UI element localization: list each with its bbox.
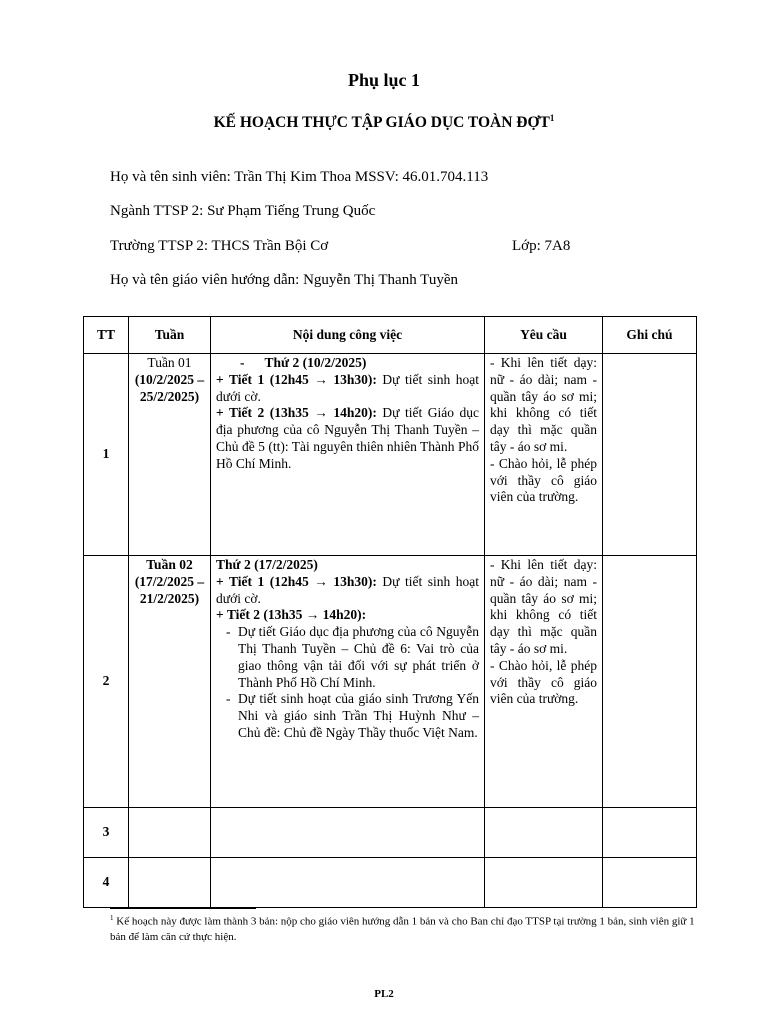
requirements-cell: [485, 808, 603, 858]
footnote-divider: [110, 908, 256, 909]
header-week: Tuần: [129, 317, 211, 354]
footnote-marker: 1: [110, 914, 114, 922]
week-range: (10/2/2025 – 25/2/2025): [134, 371, 205, 404]
content-cell: [211, 808, 485, 858]
teacher-info: Họ và tên giáo viên hướng dẫn: Nguyễn Thị Thanh Tuyền: [110, 272, 458, 288]
week-cell: [129, 858, 211, 908]
content-cell: [211, 556, 485, 808]
period-2-text: Dự tiết Giáo dục địa phương của cô Nguyễn Thị Thanh Tuyền – Chủ đề 5 (tt): Tài nguyên thiên nhiên Thành Phố Hồ Chí Minh.: [216, 405, 479, 471]
day-label: Thứ 2 (17/2/2025): [216, 557, 318, 572]
period-2-list: [216, 624, 479, 742]
week-name: Tuần 01: [147, 355, 192, 370]
table-row: [84, 556, 697, 808]
requirements-cell: [485, 354, 603, 556]
requirements-cell: [485, 556, 603, 808]
schedule-table: [83, 316, 697, 908]
period-1: [216, 372, 479, 406]
content-cell: [211, 354, 485, 556]
notes-cell: [603, 556, 697, 808]
notes-cell: [603, 808, 697, 858]
header-tt: TT: [84, 317, 129, 354]
week-name: Tuần 02: [146, 557, 193, 572]
week-cell: [129, 808, 211, 858]
list-item: - Dự tiết sinh hoạt của giáo sinh Trương Yến Nhi và giáo sinh Trần Thị Huỳnh Như – Chủ đề: Chủ đề Ngày Thầy thuốc Việt Nam.: [238, 691, 479, 741]
header-requirements: Yêu cầu: [485, 317, 603, 354]
period-2-label: + Tiết 2 (13h35 → 14h20):: [216, 607, 367, 623]
week-cell: [129, 556, 211, 808]
row-number: 4: [84, 858, 129, 908]
footnote: [110, 911, 700, 945]
row-number: 2: [84, 556, 129, 808]
requirements-cell: [485, 858, 603, 908]
period-2: [216, 405, 479, 472]
plan-title: [0, 113, 768, 132]
header-content: Nội dung công việc: [211, 317, 485, 354]
requirement-greeting: - Chào hỏi, lễ phép với thầy cô giáo viên của trường.: [490, 657, 597, 707]
row-number: 3: [84, 808, 129, 858]
row-number: 1: [84, 354, 129, 556]
header-notes: Ghi chú: [603, 317, 697, 354]
footnote-text: Kế hoạch này được làm thành 3 bản: nộp cho giáo viên hướng dẫn 1 bản và cho Ban chỉ đạo TTSP tại trường 1 bản, sinh viên giữ 1 bản để làm căn cứ thực hiện.: [110, 915, 695, 943]
period-1: [216, 574, 479, 608]
day-label: - Thứ 2 (10/2/2025): [240, 355, 367, 370]
requirement-dress: - Khi lên tiết dạy: nữ - áo dài; nam - quần tây áo sơ mi; khi không có tiết dạy thì mặc quần tây - áo sơ mi.: [490, 355, 597, 454]
table-header-row: [84, 317, 697, 354]
appendix-title: Phụ lục 1: [347, 70, 421, 90]
table-row: [84, 808, 697, 858]
major-info: Ngành TTSP 2: Sư Phạm Tiếng Trung Quốc: [110, 203, 376, 219]
list-item: - Dự tiết Giáo dục địa phương của cô Nguyễn Thị Thanh Tuyền – Chủ đề 6: Vai trò của giao thông vận tải đối với sự phát triển ở Thành Phố Hồ Chí Minh.: [238, 624, 479, 691]
content-cell: [211, 858, 485, 908]
student-info: Họ và tên sinh viên: Trần Thị Kim Thoa MSSV: 46.01.704.113: [110, 169, 489, 185]
week-cell: [129, 354, 211, 556]
school-info: Trường TTSP 2: THCS Trần Bội Cơ: [110, 238, 329, 254]
period-1-text: Dự tiết sinh hoạt dưới cờ.: [216, 371, 480, 404]
requirement-greeting: - Chào hỏi, lễ phép với thầy cô giáo viên của trường.: [490, 455, 597, 505]
period-1-text: Dự tiết sinh hoạt dưới cờ.: [216, 573, 480, 606]
plan-title-text: KẾ HOẠCH THỰC TẬP GIÁO DỤC TOÀN ĐỢT: [213, 114, 550, 132]
page-number: PL2: [374, 988, 394, 1000]
notes-cell: [603, 354, 697, 556]
footnote-reference[interactable]: 1: [549, 113, 555, 123]
requirement-dress: - Khi lên tiết dạy: nữ - áo dài; nam - quần tây áo sơ mi; khi không có tiết dạy thì mặc quần tây - áo sơ mi.: [490, 557, 597, 656]
period-1-label: + Tiết 1 (12h45 → 13h30):: [216, 573, 377, 589]
week-range: (17/2/2025 – 21/2/2025): [134, 573, 205, 606]
period-2-label: + Tiết 2 (13h35 → 14h20):: [216, 405, 377, 421]
table-row: [84, 858, 697, 908]
period-1-label: + Tiết 1 (12h45 → 13h30):: [216, 371, 377, 387]
table-row: [84, 354, 697, 556]
notes-cell: [603, 858, 697, 908]
class-info: Lớp: 7A8: [512, 238, 571, 254]
